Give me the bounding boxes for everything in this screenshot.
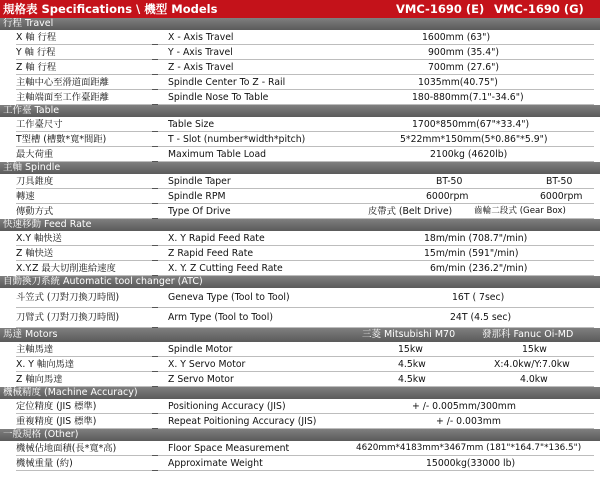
section-motors-title: 馬達 Motors — [3, 329, 58, 340]
row-label-zh: 斗笠式 (刀對刀換刀時間) — [16, 292, 120, 303]
row-label-zh: 機械重量 (約) — [16, 458, 73, 469]
row-value: + /- 0.003mm — [436, 416, 501, 427]
spec-row-table-size — [0, 117, 600, 132]
model-g-heading: VMC-1690 (G) — [494, 2, 584, 16]
row-label-en: Z Rapid Feed Rate — [168, 248, 254, 259]
section-atc: 自動換刀系統 Automatic tool changer (ATC) — [0, 276, 600, 288]
row-value-e: 4.5kw — [398, 374, 426, 385]
row-value-g: 15kw — [522, 344, 547, 355]
spec-row-z-travel — [0, 60, 600, 75]
spec-title: 規格表 Specifications \ 機型 Models — [3, 2, 218, 16]
row-label-en: Spindle Motor — [168, 344, 233, 355]
spec-row-spindle-motor — [0, 342, 600, 357]
spec-row-floor — [0, 441, 600, 456]
row-value: 15000kg(33000 lb) — [426, 458, 516, 469]
section-spindle: 主軸 Spindle — [0, 162, 600, 174]
brand-e-label: 三菱 Mitsubishi M70 — [362, 329, 456, 340]
spec-row-center-rail — [0, 75, 600, 90]
section-travel: 行程 Travel — [0, 18, 600, 30]
row-value-e: 6000rpm — [426, 191, 469, 202]
spec-row-z-rapid — [0, 246, 600, 261]
row-value-g: X:4.0kw/Y:7.0kw — [494, 359, 570, 370]
row-label-en: Spindle RPM — [168, 191, 226, 202]
row-label-zh: 定位精度 (JIS 標準) — [16, 401, 97, 412]
spec-row-xy-rapid — [0, 231, 600, 246]
row-label-en: Arm Type (Tool to Tool) — [168, 312, 273, 323]
row-label-en: Type Of Drive — [168, 206, 231, 217]
row-label-zh: 傳動方式 — [16, 206, 54, 217]
row-value-g: 6000rpm — [540, 191, 583, 202]
row-label-zh: X 軸 行程 — [16, 32, 57, 43]
row-label-zh: 主軸端面至工作臺距離 — [16, 92, 109, 103]
row-value-e: BT-50 — [436, 176, 463, 187]
row-label-zh: 主軸馬達 — [16, 344, 54, 355]
row-label-en: Table Size — [168, 119, 215, 130]
spec-row-repeat — [0, 414, 600, 429]
section-other: 一般規格 (Other) — [0, 429, 600, 441]
spec-row-taper — [0, 174, 600, 189]
row-value: 18m/min (708.7"/min) — [424, 233, 528, 244]
row-value: 1700*850mm(67"*33.4") — [412, 119, 530, 130]
spec-row-weight — [0, 456, 600, 471]
row-label-zh: 工作臺尺寸 — [16, 119, 63, 130]
row-value-e: 15kw — [398, 344, 423, 355]
model-e-heading: VMC-1690 (E) — [396, 2, 485, 16]
row-value-g: 4.0kw — [520, 374, 548, 385]
row-value-e: 皮帶式 (Belt Drive) — [368, 206, 453, 217]
spec-row-positioning — [0, 399, 600, 414]
row-label-zh: X.Y.Z 最大切削進給速度 — [16, 263, 116, 274]
spec-row-x-travel — [0, 30, 600, 45]
spec-row-nose-table — [0, 90, 600, 105]
row-label-zh: Z 軸快送 — [16, 248, 54, 259]
row-value: 1600mm (63") — [422, 32, 491, 43]
row-value: 4620mm*4183mm*3467mm (181"*164.7"*136.5") — [356, 443, 582, 453]
spec-row-y-travel — [0, 45, 600, 60]
row-label-zh: 機械佔地面積(長*寬*高) — [16, 443, 117, 454]
row-value-g: BT-50 — [546, 176, 573, 187]
brand-g-label: 發那科 Fanuc Oi-MD — [482, 329, 574, 340]
row-label-en: X. Y Servo Motor — [168, 359, 246, 370]
row-label-zh: 刀臂式 (刀對刀換刀時間) — [16, 312, 120, 323]
row-value: 15m/min (591"/min) — [424, 248, 519, 259]
row-label-zh: Z 軸 行程 — [16, 62, 57, 73]
row-label-zh: 最大荷重 — [16, 149, 54, 160]
spec-row-arm — [0, 308, 600, 328]
row-label-en: Spindle Center To Z - Rail — [168, 77, 286, 88]
row-label-zh: X. Y 軸向馬達 — [16, 359, 75, 370]
section-table: 工作臺 Table — [0, 105, 600, 117]
spec-row-geneva — [0, 288, 600, 308]
row-value: + /- 0.005mm/300mm — [412, 401, 516, 412]
row-label-zh: 主軸中心至滑道面距離 — [16, 77, 109, 88]
spec-row-drive — [0, 204, 600, 219]
spec-row-rpm — [0, 189, 600, 204]
row-label-en: Y - Axis Travel — [168, 47, 233, 58]
spec-row-cutting — [0, 261, 600, 276]
section-motors — [0, 328, 600, 342]
section-accuracy: 機械精度 (Machine Accuracy) — [0, 387, 600, 399]
row-value: 6m/min (236.2"/min) — [430, 263, 528, 274]
row-label-en: Positioning Accuracy (JIS) — [168, 401, 286, 412]
row-label-en: Repeat Poitioning Accuracy (JIS) — [168, 416, 317, 427]
row-value-g: 齒輪二段式 (Gear Box) — [474, 206, 566, 216]
spec-row-max-load — [0, 147, 600, 162]
row-label-en: Maximum Table Load — [168, 149, 267, 160]
section-feed-rate: 快速移動 Feed Rate — [0, 219, 600, 231]
row-value: 5*22mm*150mm(5*0.86"*5.9") — [400, 134, 548, 145]
row-label-en: T - Slot (number*width*pitch) — [168, 134, 306, 145]
row-label-zh: Z 軸向馬達 — [16, 374, 63, 385]
spec-row-xy-servo — [0, 357, 600, 372]
row-value: 900mm (35.4") — [428, 47, 500, 58]
row-label-en: Spindle Nose To Table — [168, 92, 269, 103]
row-label-zh: Y 軸 行程 — [16, 47, 56, 58]
row-value: 2100kg (4620lb) — [430, 149, 508, 160]
row-label-zh: 轉速 — [16, 191, 35, 202]
spec-header — [0, 0, 600, 18]
row-value: 16T ( 7sec) — [452, 292, 505, 303]
row-value: 180-880mm(7.1"-34.6") — [412, 92, 524, 103]
row-value: 700mm (27.6") — [428, 62, 500, 73]
row-value: 24T (4.5 sec) — [450, 312, 512, 323]
row-label-en: Z Servo Motor — [168, 374, 234, 385]
spec-row-z-servo — [0, 372, 600, 387]
row-label-en: Approximate Weight — [168, 458, 263, 469]
row-label-en: Spindle Taper — [168, 176, 231, 187]
row-label-en: Z - Axis Travel — [168, 62, 234, 73]
row-label-en: X. Y. Z Cutting Feed Rate — [168, 263, 283, 274]
row-label-zh: T型槽 (槽數*寬*間距) — [16, 134, 107, 145]
row-label-en: Floor Space Measurement — [168, 443, 290, 454]
row-label-en: Geneva Type (Tool to Tool) — [168, 292, 290, 303]
row-value-e: 4.5kw — [398, 359, 426, 370]
row-label-en: X. Y Rapid Feed Rate — [168, 233, 265, 244]
row-label-zh: 刀具錐度 — [16, 176, 54, 187]
spec-row-t-slot — [0, 132, 600, 147]
row-label-zh: 重複精度 (JIS 標準) — [16, 416, 97, 427]
row-label-zh: X.Y 軸快送 — [16, 233, 62, 244]
row-label-en: X - Axis Travel — [168, 32, 234, 43]
row-value: 1035mm(40.75") — [418, 77, 498, 88]
